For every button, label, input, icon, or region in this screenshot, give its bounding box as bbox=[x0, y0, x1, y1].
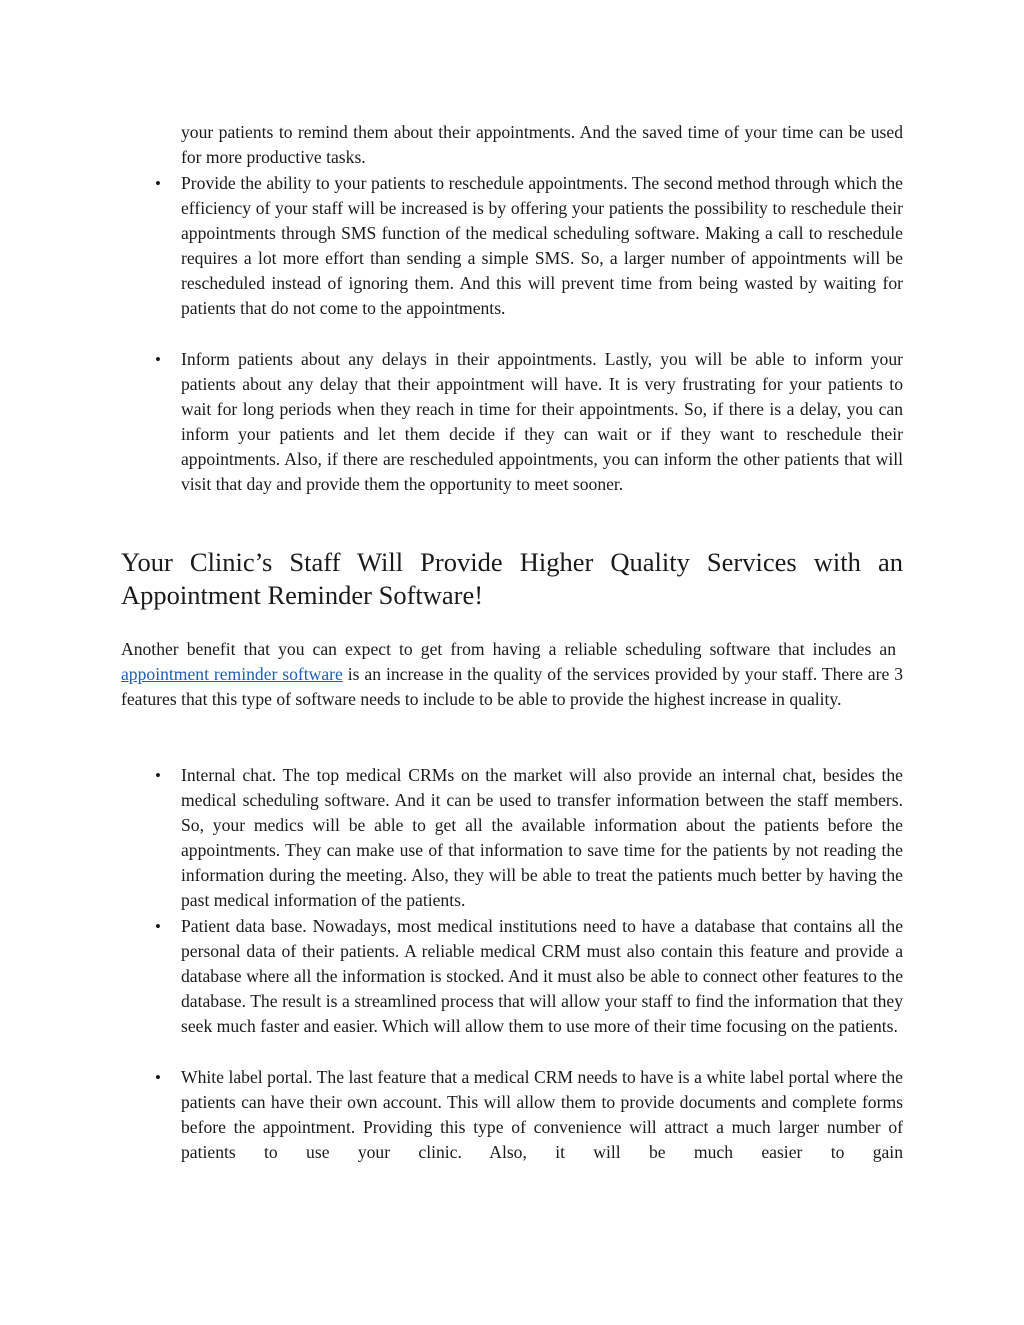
bullet-icon: • bbox=[155, 174, 161, 193]
appointment-reminder-software-link[interactable]: appointment reminder software bbox=[121, 664, 343, 684]
bullet-icon: • bbox=[155, 1068, 161, 1087]
continuation-text: your patients to remind them about their appointments. And the saved time of your time can be used for more productive tasks. bbox=[181, 122, 903, 167]
list-item-patient-database: Patient data base. Nowadays, most medical institutions need to have a database that contains all the personal data of their patients. A reliable medical CRM must also contain this feature and provide a database where all the information is stocked. And it must also be able to connect other features to the database. The result is a streamlined process that will allow your staff to find the information that they seek much faster and easier. Which will allow them to use more of their time focusing on the patients. bbox=[181, 916, 903, 1036]
list-item-reschedule: Provide the ability to your patients to reschedule appointments. The second method through which the efficiency of your staff will be increased is by offering your patients the possibility to reschedule their appointments through SMS function of the medical scheduling software. Making a call to reschedule requires a lot more effort than sending a simple SMS. So, a larger number of appointments will be rescheduled instead of ignoring them. And this will prevent time from being wasted by waiting for patients that do not come to the appointments. bbox=[181, 173, 903, 318]
bullet-icon: • bbox=[155, 766, 161, 785]
list-item-internal-chat: Internal chat. The top medical CRMs on the market will also provide an internal chat, besides the medical scheduling software. And it can be used to transfer information between the staff members. So, your medics will be able to get all the available information about the patients before the appointments. They can make use of that information to save time for the patients by not reading the information during the meeting. Also, they will be able to treat the patients much better by having the past medical information of the patients. bbox=[181, 765, 903, 910]
intro-paragraph bbox=[121, 637, 903, 712]
paragraph-text-before-link: Another benefit that you can expect to get from having a reliable scheduling software that includes an bbox=[121, 639, 896, 659]
list-item-white-label-portal: White label portal. The last feature that a medical CRM needs to have is a white label portal where the patients can have their own account. This will allow them to provide documents and complete forms before the appointment. Providing this type of convenience will attract a much larger number of patients to use your clinic. Also, it will be much easier to gain bbox=[181, 1067, 903, 1162]
bullet-icon: • bbox=[155, 350, 161, 369]
bullet-icon: • bbox=[155, 917, 161, 936]
paragraph-text-after-link: is an increase in the quality of the services provided by your staff. There are 3 features that this type of software needs to include to be able to provide the highest increase in quality. bbox=[121, 664, 903, 709]
section-heading: Your Clinic’s Staff Will Provide Higher Quality Services with an Appointment Reminder Software! bbox=[121, 547, 903, 610]
list-item-delays: Inform patients about any delays in their appointments. Lastly, you will be able to inform your patients about any delay that their appointment will have. It is very frustrating for your patients to wait for long periods when they reach in time for their appointments. So, if there is a delay, you can inform your patients and let them decide if they can wait or if they want to reschedule their appointments. Also, if there are rescheduled appointments, you can inform the other patients that will visit that day and provide them the opportunity to meet sooner. bbox=[181, 349, 903, 494]
